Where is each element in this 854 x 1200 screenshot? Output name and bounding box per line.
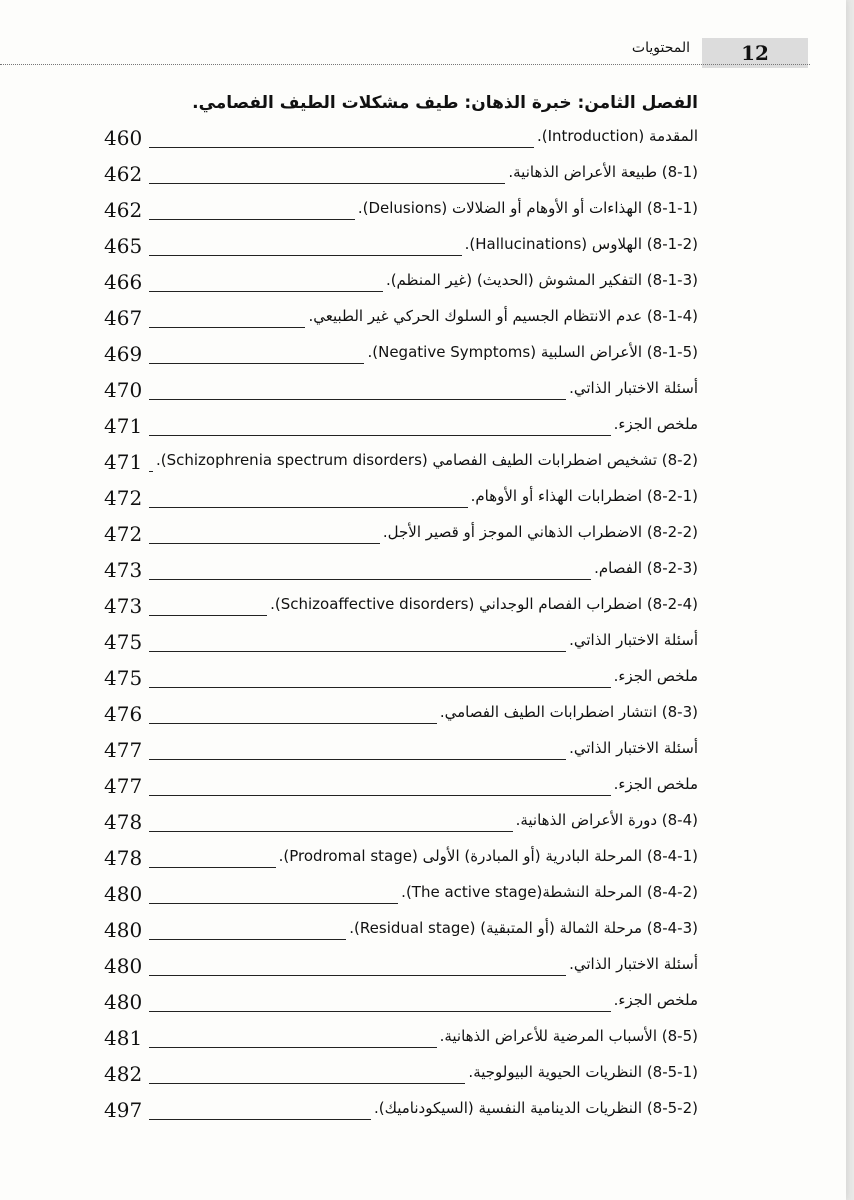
toc-page-number: 473 — [104, 594, 143, 618]
toc-entry — [0, 766, 846, 802]
toc-entry-title: (8-4-1) المرحلة البادرية (أو المبادرة) الأولى (Prodromal stage). — [276, 838, 698, 874]
toc-entry — [0, 838, 846, 874]
toc-entry-title: أسئلة الاختبار الذاتي. — [566, 370, 698, 406]
toc-leader-line — [149, 795, 676, 796]
toc-page-number: 477 — [104, 738, 143, 762]
toc-entry — [0, 694, 846, 730]
page-number: 12 — [702, 38, 808, 68]
toc-entry-title: (8-4) دورة الأعراض الذهانية. — [513, 802, 698, 838]
toc-entry-title: (8-4-3) مرحلة الثمالة (أو المتبقية) (Residual stage). — [346, 910, 698, 946]
toc-page-number: 478 — [104, 846, 143, 870]
toc-entry-title: (8-1-5) الأعراض السلبية (Negative Symptoms). — [364, 334, 698, 370]
toc-page-number: 470 — [104, 378, 143, 402]
toc-entry-title: ملخص الجزء. — [611, 982, 698, 1018]
toc-entry — [0, 982, 846, 1018]
toc-entry — [0, 550, 846, 586]
toc-page-number: 482 — [104, 1062, 143, 1086]
header-dotted-rule — [0, 64, 810, 65]
toc-entry-title: (8-2-3) الفصام. — [591, 550, 698, 586]
toc-entry-title: (8-2-1) اضطرابات الهذاء أو الأوهام. — [468, 478, 698, 514]
toc-page-number: 462 — [104, 162, 143, 186]
toc-entry — [0, 730, 846, 766]
toc-entry — [0, 802, 846, 838]
toc-page-number: 497 — [104, 1098, 143, 1122]
toc-entry-title: (8-2-4) اضطراب الفصام الوجداني (Schizoaffective disorders). — [267, 586, 698, 622]
toc-entry-title: أسئلة الاختبار الذاتي. — [566, 730, 698, 766]
toc-page-number: 477 — [104, 774, 143, 798]
toc-entry — [0, 1054, 846, 1090]
toc-page-number: 480 — [104, 990, 143, 1014]
toc-entry — [0, 190, 846, 226]
toc-entry-title: (8-5-1) النظريات الحيوية البيولوجية. — [465, 1054, 698, 1090]
toc-entry — [0, 226, 846, 262]
toc-leader-line — [149, 435, 676, 436]
toc-entry-title: ملخص الجزء. — [611, 766, 698, 802]
toc-page-number: 480 — [104, 882, 143, 906]
toc-entry — [0, 874, 846, 910]
toc-entry — [0, 586, 846, 622]
toc-entry — [0, 514, 846, 550]
toc-entry-title: (8-5-2) النظريات الدينامية النفسية (السيكودناميك). — [371, 1090, 698, 1126]
toc-entry-title: أسئلة الاختبار الذاتي. — [566, 946, 698, 982]
toc-entry — [0, 334, 846, 370]
toc-entry — [0, 442, 846, 478]
toc-entry — [0, 154, 846, 190]
toc-entry-title: ملخص الجزء. — [611, 658, 698, 694]
toc-page-number: 471 — [104, 450, 143, 474]
toc-entry-title: (8-2) تشخيص اضطرابات الطيف الفصامي (Schizophrenia spectrum disorders). — [153, 442, 698, 478]
toc-entry — [0, 1018, 846, 1054]
toc-page-number: 480 — [104, 954, 143, 978]
toc-page-number: 466 — [104, 270, 143, 294]
toc-page-number: 478 — [104, 810, 143, 834]
toc-entry-title: (8-4-2) المرحلة النشطة(The active stage). — [398, 874, 698, 910]
toc-page-number: 472 — [104, 522, 143, 546]
running-title: المحتويات — [631, 40, 690, 56]
toc-page-number: 462 — [104, 198, 143, 222]
toc-entry — [0, 406, 846, 442]
toc-entry — [0, 370, 846, 406]
toc-entry — [0, 298, 846, 334]
toc-entry — [0, 1090, 846, 1126]
toc-page-number: 465 — [104, 234, 143, 258]
toc-entry-title: المقدمة (Introduction). — [534, 118, 698, 154]
toc-entry-title: أسئلة الاختبار الذاتي. — [566, 622, 698, 658]
toc-page-number: 460 — [104, 126, 143, 150]
toc-entry-title: (8-1-2) الهلاوس (Hallucinations). — [462, 226, 698, 262]
chapter-title: الفصل الثامن: خبرة الذهان: طيف مشكلات الطيف الفصامي. — [192, 93, 698, 113]
toc-entry — [0, 910, 846, 946]
toc-entry — [0, 658, 846, 694]
toc-entry — [0, 118, 846, 154]
toc-entry — [0, 478, 846, 514]
toc-entry-title: (8-3) انتشار اضطرابات الطيف الفصامي. — [437, 694, 698, 730]
toc-page-number: 471 — [104, 414, 143, 438]
toc-entry-title: (8-1-3) التفكير المشوش (الحديث) (غير المنظم). — [383, 262, 698, 298]
toc-entry — [0, 622, 846, 658]
toc-page-number: 480 — [104, 918, 143, 942]
toc-page-number: 476 — [104, 702, 143, 726]
toc-entry-title: (8-1-4) عدم الانتظام الجسيم أو السلوك الحركي غير الطبيعي. — [305, 298, 698, 334]
toc-page-number: 475 — [104, 666, 143, 690]
toc-page-number: 472 — [104, 486, 143, 510]
toc-entry — [0, 262, 846, 298]
toc-entry — [0, 946, 846, 982]
toc-page-number: 469 — [104, 342, 143, 366]
toc-entry-title: (8-2-2) الاضطراب الذهاني الموجز أو قصير الأجل. — [380, 514, 698, 550]
toc-leader-line — [149, 1011, 676, 1012]
toc-page-number: 481 — [104, 1026, 143, 1050]
toc-entry-title: (8-1) طبيعة الأعراض الذهانية. — [505, 154, 698, 190]
toc-page-number: 467 — [104, 306, 143, 330]
toc-page-number: 475 — [104, 630, 143, 654]
toc-leader-line — [149, 687, 676, 688]
toc-entry-title: (8-1-1) الهذاءات أو الأوهام أو الضلالات (Delusions). — [355, 190, 698, 226]
toc-page-number: 473 — [104, 558, 143, 582]
toc-entry-title: ملخص الجزء. — [611, 406, 698, 442]
toc-entry-title: (8-5) الأسباب المرضية للأعراض الذهانية. — [437, 1018, 698, 1054]
